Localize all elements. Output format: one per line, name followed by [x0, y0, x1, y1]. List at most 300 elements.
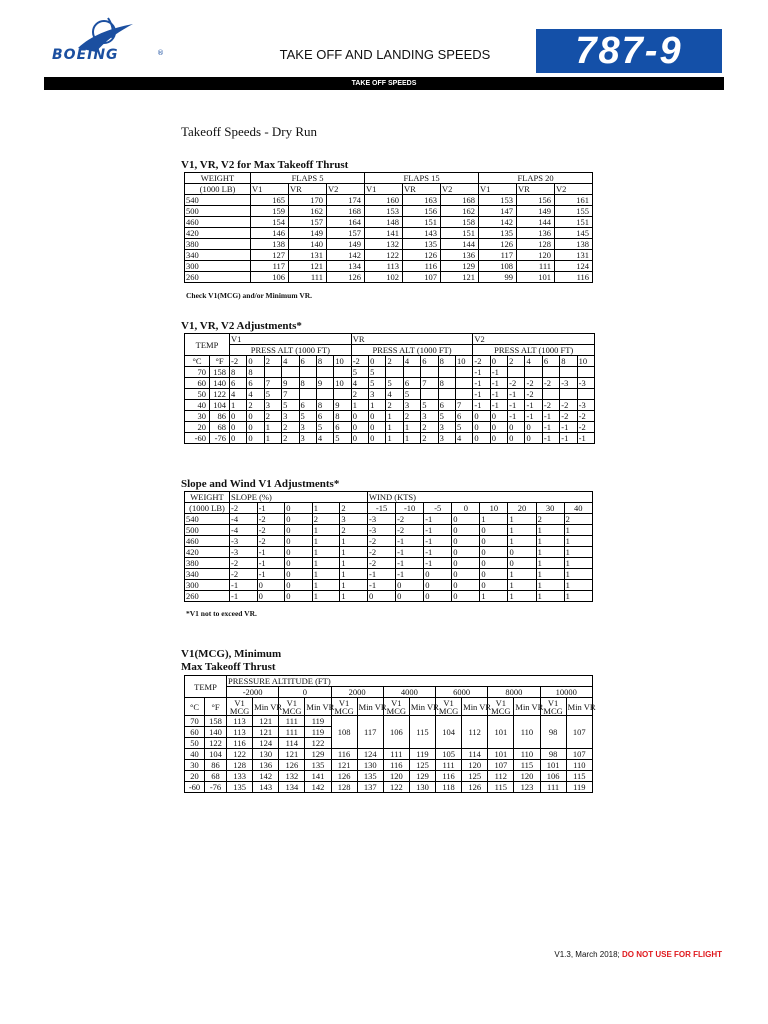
- header-cell: °C: [185, 698, 205, 716]
- header-cell: V1: [365, 184, 403, 195]
- table-cell: 0: [490, 422, 507, 433]
- table-row: [185, 525, 593, 536]
- table-cell: 121: [441, 272, 479, 283]
- mcg-label: MCG: [282, 705, 302, 716]
- header-cell: 6000: [436, 687, 488, 698]
- header-cell: 10: [577, 356, 594, 367]
- table-cell: -1: [368, 569, 396, 580]
- table-cell: 0: [525, 422, 542, 433]
- table-cell: 159: [251, 206, 289, 217]
- table-cell: 1: [386, 422, 403, 433]
- table-cell: 151: [403, 217, 441, 228]
- table-cell: [282, 367, 299, 378]
- table-cell: -1: [424, 558, 452, 569]
- table-cell: 2: [564, 514, 592, 525]
- header-cell: TEMP: [185, 676, 227, 698]
- table-cell: 115: [514, 760, 540, 771]
- table-cell: 162: [441, 206, 479, 217]
- table-cell: 112: [462, 716, 488, 749]
- table-cell: 119: [305, 716, 331, 727]
- table-cell: 148: [365, 217, 403, 228]
- table-cell: -2: [542, 400, 559, 411]
- table-cell: 111: [517, 261, 555, 272]
- table-cell: 0: [424, 591, 452, 602]
- table-cell: -2: [560, 400, 577, 411]
- mcg-label: MCG: [334, 705, 354, 716]
- table-cell: 1: [564, 536, 592, 547]
- table-cell: [542, 389, 559, 400]
- table-cell: -2: [396, 525, 424, 536]
- table-cell: [403, 367, 420, 378]
- table-cell: 6: [455, 411, 472, 422]
- table-cell: 143: [253, 782, 279, 793]
- header-cell: 8: [438, 356, 455, 367]
- header-cell: 4: [282, 356, 299, 367]
- table-cell: 126: [279, 760, 305, 771]
- table-cell: 6: [247, 378, 264, 389]
- table-cell: 120: [517, 250, 555, 261]
- table-cell: 7: [282, 389, 299, 400]
- table-cell: 7: [421, 378, 438, 389]
- table-cell: -2: [257, 536, 285, 547]
- header-cell: V1: [230, 334, 352, 345]
- table-cell: 0: [508, 433, 525, 444]
- table-cell: -3: [560, 378, 577, 389]
- table-cell: 50: [185, 389, 210, 400]
- table-cell: 10: [334, 378, 351, 389]
- table-cell: 1: [536, 569, 564, 580]
- table-row: [185, 228, 593, 239]
- table-cell: [577, 389, 594, 400]
- table-cell: 1: [508, 514, 536, 525]
- table-cell: 126: [327, 272, 365, 283]
- table-cell: 174: [327, 195, 365, 206]
- table-cell: [508, 367, 525, 378]
- table-cell: -60: [185, 782, 205, 793]
- version-text: V1.3, March 2018;: [554, 950, 620, 959]
- table-cell: 147: [479, 206, 517, 217]
- table-cell: -1: [490, 367, 507, 378]
- v1-label: V1: [338, 697, 350, 708]
- table-cell: -3: [230, 536, 258, 547]
- table-cell: 5: [351, 367, 368, 378]
- table-cell: 8: [230, 367, 247, 378]
- table-cell: 2: [536, 514, 564, 525]
- table-cell: 0: [285, 558, 313, 569]
- table-cell: 116: [227, 738, 253, 749]
- table-cell: 0: [247, 433, 264, 444]
- table-cell: 460: [185, 217, 251, 228]
- table-cell: [334, 389, 351, 400]
- table-cell: 0: [351, 433, 368, 444]
- header-cell: SLOPE (%): [230, 492, 368, 503]
- header-cell: V1: [479, 184, 517, 195]
- table-cell: 113: [227, 727, 253, 738]
- table-row: [185, 514, 593, 525]
- table-cell: -3: [577, 400, 594, 411]
- table-cell: 0: [396, 580, 424, 591]
- header-cell: FLAPS 20: [479, 173, 593, 184]
- header-cell: WEIGHT: [185, 492, 230, 503]
- table-cell: 1: [564, 558, 592, 569]
- table-cell: 3: [340, 514, 368, 525]
- table-cell: 6: [334, 422, 351, 433]
- table-cell: 118: [436, 782, 462, 793]
- header-cell: WIND (KTS): [368, 492, 593, 503]
- header-cell: [331, 698, 357, 716]
- table-cell: 122: [305, 738, 331, 749]
- table-cell: 1: [340, 569, 368, 580]
- header-cell: V2: [441, 184, 479, 195]
- table-cell: 131: [555, 250, 593, 261]
- header-cell: [488, 698, 514, 716]
- table-cell: 142: [327, 250, 365, 261]
- table-cell: 9: [316, 378, 333, 389]
- table-cell: -1: [368, 580, 396, 591]
- table-cell: -2: [368, 547, 396, 558]
- table-cell: 155: [555, 206, 593, 217]
- table-cell: 98: [540, 716, 566, 749]
- header-cell: 6: [299, 356, 316, 367]
- table-cell: 1: [536, 591, 564, 602]
- header-cell: [227, 698, 253, 716]
- table-cell: 134: [279, 782, 305, 793]
- table-cell: 101: [540, 760, 566, 771]
- table-cell: 113: [365, 261, 403, 272]
- table-row: [185, 716, 593, 727]
- table-cell: 122: [210, 389, 230, 400]
- table-row: [185, 184, 593, 195]
- table-cell: 8: [299, 378, 316, 389]
- table-cell: [560, 367, 577, 378]
- table-cell: 0: [452, 569, 480, 580]
- table-cell: -1: [396, 536, 424, 547]
- header-cell: 10: [334, 356, 351, 367]
- header-cell: 6: [542, 356, 559, 367]
- table-cell: 40: [185, 400, 210, 411]
- table-cell: 130: [409, 782, 435, 793]
- table1-note: Check V1(MCG) and/or Minimum VR.: [186, 291, 313, 300]
- table-cell: 1: [536, 580, 564, 591]
- table-cell: 2: [282, 422, 299, 433]
- table-cell: 161: [555, 195, 593, 206]
- header-cell: PRESS ALT (1000 FT): [351, 345, 473, 356]
- table-cell: 1: [536, 547, 564, 558]
- table-row: [185, 558, 593, 569]
- table-cell: -2: [577, 422, 594, 433]
- header-cell: (1000 LB): [185, 184, 251, 195]
- table-cell: 108: [479, 261, 517, 272]
- table-cell: 99: [479, 272, 517, 283]
- header-cell: 8: [316, 356, 333, 367]
- table-cell: 0: [285, 514, 313, 525]
- table-cell: -60: [185, 433, 210, 444]
- header-cell: [540, 698, 566, 716]
- table-cell: 9: [334, 400, 351, 411]
- table-cell: 111: [540, 782, 566, 793]
- table-cell: 6: [438, 400, 455, 411]
- header-cell: TEMP: [185, 334, 230, 356]
- table-cell: 2: [312, 514, 340, 525]
- table-cell: 1: [264, 422, 281, 433]
- table-cell: [264, 367, 281, 378]
- mcg-label: MCG: [543, 705, 563, 716]
- table-cell: -1: [424, 536, 452, 547]
- mcg-label: MCG: [438, 705, 459, 716]
- table-cell: 157: [327, 228, 365, 239]
- table-cell: -1: [257, 547, 285, 558]
- table-cell: 0: [351, 411, 368, 422]
- table-cell: 40: [185, 749, 205, 760]
- table-cell: 60: [185, 727, 205, 738]
- model-badge: 787-9: [536, 29, 722, 73]
- table-cell: 8: [247, 367, 264, 378]
- header-cell: Min VR: [462, 698, 488, 716]
- table-cell: 6: [230, 378, 247, 389]
- table-cell: -76: [205, 782, 227, 793]
- table-cell: 116: [555, 272, 593, 283]
- table-cell: [316, 367, 333, 378]
- table-cell: 0: [452, 536, 480, 547]
- table-cell: 123: [514, 782, 540, 793]
- page-title: Takeoff Speeds - Dry Run: [181, 124, 318, 139]
- table-cell: 129: [441, 261, 479, 272]
- table-cell: 0: [480, 558, 508, 569]
- table-cell: 0: [230, 422, 247, 433]
- table-cell: 2: [247, 400, 264, 411]
- table-row: [185, 782, 593, 793]
- table4-title: V1(MCG), Minimum: [181, 648, 282, 660]
- table-row: [185, 345, 595, 356]
- table-cell: 124: [253, 738, 279, 749]
- table-cell: 132: [279, 771, 305, 782]
- table-cell: 6: [316, 411, 333, 422]
- header-cell: V2: [555, 184, 593, 195]
- table3-note: *V1 not to exceed VR.: [186, 609, 257, 618]
- table-cell: -1: [396, 569, 424, 580]
- table-cell: 420: [185, 228, 251, 239]
- header-cell: 0: [247, 356, 264, 367]
- speed-adjustments-table: [184, 333, 595, 444]
- table-cell: 0: [508, 558, 536, 569]
- table-cell: 0: [480, 536, 508, 547]
- table-cell: 0: [285, 547, 313, 558]
- table-cell: 0: [424, 569, 452, 580]
- table-cell: -1: [542, 433, 559, 444]
- header-cell: -2: [351, 356, 368, 367]
- table-cell: 115: [566, 771, 592, 782]
- table-cell: -1: [508, 411, 525, 422]
- table-cell: 1: [508, 580, 536, 591]
- header-cell: 10: [480, 503, 508, 514]
- table-cell: -2: [577, 411, 594, 422]
- table4-subtitle: Max Takeoff Thrust: [181, 661, 276, 673]
- table-cell: -3: [368, 525, 396, 536]
- table-cell: 30: [185, 760, 205, 771]
- table-cell: 0: [285, 569, 313, 580]
- table-cell: 500: [185, 206, 251, 217]
- table-row: [185, 422, 595, 433]
- table-cell: 1: [480, 514, 508, 525]
- header-cell: -2000: [227, 687, 279, 698]
- table-cell: 70: [185, 367, 210, 378]
- table-cell: [421, 389, 438, 400]
- table-cell: 112: [488, 771, 514, 782]
- v1-label: V1: [391, 697, 402, 708]
- table-cell: 121: [279, 749, 305, 760]
- table1-title: V1, VR, V2 for Max Takeoff Thrust: [181, 159, 349, 171]
- table-cell: 1: [351, 400, 368, 411]
- mcg-label: MCG: [229, 705, 250, 716]
- table-cell: 5: [438, 411, 455, 422]
- header-cell: V1: [251, 184, 289, 195]
- header-cell: -15: [368, 503, 396, 514]
- table-cell: 142: [479, 217, 517, 228]
- table-cell: 115: [409, 716, 435, 749]
- table-cell: [525, 367, 542, 378]
- table-cell: 86: [205, 760, 227, 771]
- table-cell: 0: [396, 591, 424, 602]
- table-cell: 160: [365, 195, 403, 206]
- table-cell: 2: [264, 411, 281, 422]
- table-cell: 4: [230, 389, 247, 400]
- table-cell: 162: [289, 206, 327, 217]
- header-cell: Min VR: [566, 698, 592, 716]
- table-cell: 151: [441, 228, 479, 239]
- table-cell: 119: [305, 727, 331, 738]
- table-row: [185, 547, 593, 558]
- header-cell: [383, 698, 409, 716]
- table-cell: -1: [508, 400, 525, 411]
- table-cell: 0: [285, 536, 313, 547]
- table-cell: 1: [312, 536, 340, 547]
- table-cell: 0: [452, 525, 480, 536]
- table-cell: 107: [488, 760, 514, 771]
- table-cell: 122: [383, 782, 409, 793]
- table-row: [185, 698, 593, 716]
- table-cell: 146: [251, 228, 289, 239]
- table-row: [185, 239, 593, 250]
- table-cell: 120: [514, 771, 540, 782]
- table-cell: 20: [185, 771, 205, 782]
- table-cell: 1: [564, 525, 592, 536]
- table-cell: 149: [327, 239, 365, 250]
- table-cell: 1: [536, 525, 564, 536]
- table-cell: 168: [441, 195, 479, 206]
- table-cell: 1: [340, 536, 368, 547]
- table-cell: 102: [365, 272, 403, 283]
- table-cell: -1: [424, 514, 452, 525]
- table-cell: 0: [452, 514, 480, 525]
- table-cell: 142: [253, 771, 279, 782]
- header-cell: 0: [369, 356, 386, 367]
- table-cell: 5: [369, 378, 386, 389]
- table-cell: 3: [369, 389, 386, 400]
- table-cell: 140: [210, 378, 230, 389]
- table-cell: -1: [508, 389, 525, 400]
- table-cell: 500: [185, 525, 230, 536]
- table-row: [185, 569, 593, 580]
- table-cell: 136: [253, 760, 279, 771]
- table-cell: 1: [564, 591, 592, 602]
- table-row: [185, 749, 593, 760]
- table-cell: 115: [488, 782, 514, 793]
- table-cell: 1: [312, 525, 340, 536]
- table-cell: 156: [517, 195, 555, 206]
- table-row: [185, 580, 593, 591]
- table-cell: 134: [327, 261, 365, 272]
- table-cell: 4: [316, 433, 333, 444]
- table-cell: 7: [455, 400, 472, 411]
- table-cell: 125: [409, 760, 435, 771]
- table-cell: 8: [334, 411, 351, 422]
- table-cell: -2: [368, 536, 396, 547]
- table-cell: 122: [205, 738, 227, 749]
- table-cell: -1: [473, 367, 490, 378]
- table-cell: 149: [517, 206, 555, 217]
- table-cell: -3: [577, 378, 594, 389]
- header-cell: Min VR: [253, 698, 279, 716]
- table-cell: [560, 389, 577, 400]
- table-row: [185, 206, 593, 217]
- table-cell: 117: [357, 716, 383, 749]
- table-cell: [455, 389, 472, 400]
- table-cell: 124: [357, 749, 383, 760]
- table-cell: 135: [403, 239, 441, 250]
- table-cell: 3: [421, 411, 438, 422]
- header-cell: 8000: [488, 687, 540, 698]
- table-cell: 5: [334, 433, 351, 444]
- table-cell: 121: [253, 716, 279, 727]
- table-cell: 30: [185, 411, 210, 422]
- table-cell: 1: [264, 433, 281, 444]
- table-cell: [455, 378, 472, 389]
- table-cell: 122: [365, 250, 403, 261]
- table-cell: -3: [230, 547, 258, 558]
- table-cell: 50: [185, 738, 205, 749]
- table-cell: 1: [340, 558, 368, 569]
- table-cell: 165: [251, 195, 289, 206]
- table-row: [185, 433, 595, 444]
- table-cell: 127: [251, 250, 289, 261]
- table-cell: 20: [185, 422, 210, 433]
- table-cell: 126: [331, 771, 357, 782]
- table-cell: 5: [455, 422, 472, 433]
- table-cell: [455, 367, 472, 378]
- header-cell: -5: [424, 503, 452, 514]
- table-cell: -2: [396, 514, 424, 525]
- table-cell: 4: [455, 433, 472, 444]
- table-cell: 130: [357, 760, 383, 771]
- table-cell: 111: [436, 760, 462, 771]
- table-row: [185, 173, 593, 184]
- table-cell: -1: [396, 547, 424, 558]
- table-cell: 260: [185, 591, 230, 602]
- table-cell: 0: [424, 580, 452, 591]
- table-cell: 70: [185, 716, 205, 727]
- table-cell: 380: [185, 239, 251, 250]
- table2-title: V1, VR, V2 Adjustments*: [181, 320, 302, 332]
- table-cell: 108: [331, 716, 357, 749]
- table-cell: 380: [185, 558, 230, 569]
- table-cell: 145: [555, 228, 593, 239]
- table-cell: 1: [340, 591, 368, 602]
- header-cell: VR: [351, 334, 473, 345]
- table-cell: 6: [299, 400, 316, 411]
- registered-mark: ®: [157, 49, 164, 57]
- table-cell: 117: [251, 261, 289, 272]
- table-cell: 0: [452, 547, 480, 558]
